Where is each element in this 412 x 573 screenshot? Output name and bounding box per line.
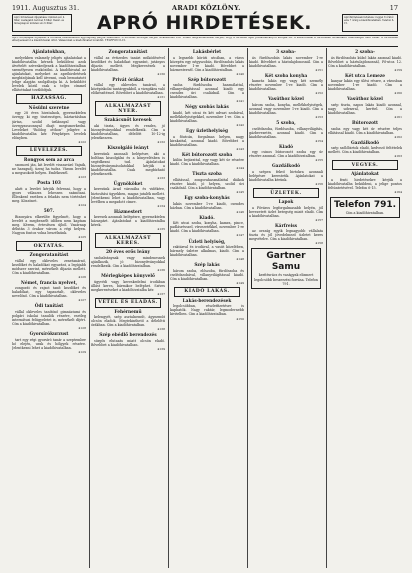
ad-number: 4154: [315, 138, 323, 143]
ad-text: ás fürdőszobás lakás november 1-re kiadó. Bővebbet a háztulajdonosnál. Cím a kiadóhivatalban.: [249, 55, 323, 68]
section-heading: ÜZLETEK.: [253, 188, 319, 198]
ad-heading: Házmestert: [114, 209, 142, 215]
ad-heading: Német, francia nyelvet,: [20, 280, 78, 286]
ad-text: raktárral és irodával, a vasút közelében, bármely üzletre alkalmas, kiadó. Cím a kiadóhivatalban.: [170, 245, 244, 258]
display-ad-title: Telefon 791.: [333, 200, 397, 211]
ad-heading: Posta 103: [37, 181, 61, 187]
ad-heading: Kiadó.: [199, 215, 215, 221]
ad-heading: 2 szoba-: [355, 50, 375, 55]
ad-text: kamrás lakás egy vagy két személy részére november 1-re kiadó. Cím a kiadóhivatalban.: [249, 79, 323, 92]
ad-number: 4127: [78, 298, 86, 303]
section-heading: VÉTEL ÉS ELADÁS.: [95, 298, 161, 308]
ad-heading: Szép ebédlő berendezés: [99, 333, 157, 339]
ad-text: melyekben valamely jeligés ajánlatokat a kiadóhivatalba kérnek beküldeni azok átvételét szíveskedjenek a kiadóhivatalban személyesen eszközölni. A kiadóhivatal az ajánlatokat, melyeket az apróhirdetések megbízójának kell átvenni, csak bemutatott jelige alapján szolgáltatja ki. A beküldött levelek közül csak a teljes címmel ellátottakat továbbítjuk.: [12, 55, 86, 92]
ad-number: 4125: [78, 234, 86, 239]
ad-number: 4137: [157, 291, 165, 296]
ad-text: a Főváros legforgalmasabb helyén, jól bevezetett üzlet betegség miatt eladó. Cím a kiadóhivatalban.: [249, 205, 323, 218]
ad-text: aki tiszta, ügyes és rendes, jó bizonyítványokkal rendelkezik. Cím a kiadóhivatalban, délelőtt 10-12-ig jelentkezzen.: [91, 123, 165, 141]
ad-text: ás fürdőszobás külső lakás azonnal kiadó. Bővebbet a háztulajdonosnál, Fő-utca 12. Cím a kiadóhivatalban.: [328, 55, 402, 68]
page-number: 17: [389, 4, 398, 12]
column-divider: [168, 48, 169, 568]
ad-heading: Kárfreiss: [274, 223, 298, 229]
ad-number: 4152: [315, 91, 323, 96]
column-divider: [326, 48, 327, 568]
ad-text: a főutcán, forgalmas helyen, nagy kirakattal, azonnal kiadó. Bővebbet a kiadóhivatalban.: [170, 134, 244, 147]
ad-heading: Gazdálkodó: [271, 164, 301, 170]
ad-heading: Lapok: [278, 200, 294, 206]
ad-number: 4144: [236, 166, 244, 171]
section-heading: VEGYES.: [332, 160, 398, 170]
ad-number: 4123: [78, 175, 86, 180]
ad-text: kanyar lakás egy ülési részre, a városban november 1-re kiadó. Cím a kiadóhivatalban.: [328, 79, 402, 92]
page-date: 1911. Augusztus 31.: [12, 4, 80, 12]
ad-heading: Két utca Lemeze: [344, 73, 386, 79]
column-3: [170, 48, 244, 568]
info-line: Apró hirdetések díjtételét a hirdetés beküldésével egyidejűleg kérjük beküldeni. A hirdetés szövegét kérjük olvashatóan írni. Vidéki megrendelőinket kérjük, hogy a hirdetés díját postautalványon küldjék be. A kiadóhivatal a hirdetések tartalmáért felelősséget nem vállal. A hirdetések elhelyezéséről a kiadóhivatal dönt. Válaszokat a kiadóhivatal továbbít. TELEFON 6-15.: [12, 37, 398, 42]
ad-heading: Négy szobás lakás: [185, 105, 229, 111]
ad-number: 4148: [236, 257, 244, 262]
ad-number: 4139: [157, 347, 165, 352]
ad-heading: 3 szoba-: [276, 50, 296, 55]
column-5: [328, 48, 402, 568]
masthead-right-box: Apróhirdetések felvétele: reggel 8 órától este 7 óráig a kiadóhivatalban. Telefon 6-15.: [342, 14, 398, 32]
ad-number: 4146: [236, 209, 244, 214]
ad-heading: Mérlegképes könyvelő: [101, 274, 155, 280]
ad-heading: Zongoratanítást: [108, 50, 148, 55]
ad-number: 4149: [236, 280, 244, 285]
ad-text: Bizonyára elkerülte figyelmét, hogy a levelét a megbeszélt időben nem kaptam meg. Kérem, értesítsen újból. Vasárnap délután 3 órakor várom a régi helyen. Nagyon fontos volna beszélnünk.: [12, 214, 86, 235]
ad-number: 4157: [315, 217, 323, 222]
column-divider: [89, 48, 90, 568]
ad-text: a fenti hirdetésekre kérjük a kiadóhivatalba beküldeni, a jelige pontos feltüntetésével. Telefon 6-15.: [328, 177, 402, 190]
display-ad: [330, 197, 400, 218]
ad-text: cselédszoba, fürdőszoba, villanyvilágítás, gázbevezetés, azonnal kiadó. Cím a kiadóhivatalban.: [249, 126, 323, 139]
ad-text: keresünk Arad városába és vidékére, biztosítási ügyekben, magas jutalék mellett. Jelentkezni lehet a kiadóhivatalban, vagy levélben a megadott címre.: [91, 187, 165, 204]
ad-heading: Kiadó: [278, 144, 294, 150]
ad-text: szomorú ján, kit levelét visszaváró Vajnik, ne haragudj, üzenj ha tudsz. Várom levelét a megszokott helyen. Emlékezzél.: [12, 163, 86, 176]
ad-heading: Bútorozott: [351, 121, 378, 127]
ad-text: vállal okleveles tanítónő gimnáziumi és polgári iskolai tanulók részére, esetleg internátusi felügyeletet is, mérsékelt díjért. Cím a kiadóhivatalban.: [12, 309, 86, 327]
ad-text: ellátással, zongorahasználattal diákok részére kiadó, jó helyen, szolid úri családnál. Cím a kiadóhivatalban.: [170, 177, 244, 191]
ad-number: 4153: [315, 115, 323, 120]
ad-text: szép tiszta, napos lakás kiadó azonnal, nagy udvarral, kerttel. Cím a kiadóhivatalban.: [328, 102, 402, 115]
ad-heading: Ajánlatokban,: [32, 50, 66, 55]
ad-heading: Egy szoba-konyhás: [184, 196, 230, 202]
ad-number: 4158: [315, 241, 323, 246]
display-ad-title: Gartner Samu: [266, 251, 306, 273]
ad-heading: Egy üzlethelyiség: [186, 129, 228, 135]
ad-number: 4150: [236, 316, 244, 321]
ad-heading: Szakácsnőt keresek: [104, 118, 152, 124]
ad-heading: Ajánlatokat: [351, 172, 379, 178]
ad-heading: Tiszta szoba: [192, 172, 222, 178]
display-ad-text: Cím a kiadóhivatalban.: [345, 211, 385, 216]
ad-text: a legszebb körúti utcában, a város közepén egy négyszobás, fürdőszobás lakás november 1-re kiadó. Bővebbet a házmesternél. Cím a kiadóhivatalban.: [170, 55, 244, 72]
ad-number: 4131: [157, 95, 165, 100]
masthead: [12, 14, 398, 34]
ad-text: ügyvédi vagy kereskedelmi irodában állást keres, bármikor beléphet. Szíves megkereséseket a kiadóhivatalba kér.: [91, 279, 165, 292]
ad-heading: Lakásbérlet: [192, 50, 222, 55]
ad-text: Két utcai szoba, konyha, kamra, pince, padlásrésszel, vízvezetékkel, november 1-re kiadó. Cím a kiadóhivatalban.: [170, 221, 244, 234]
ad-number: 4155: [315, 158, 323, 163]
masthead-left-box: Apró hirdetések díjszabása: minden szó 4 fillér, vastagabb betűvel 8 fillér. Vasár- és ünnepnapon minden szó 6 fillér.: [12, 14, 72, 32]
ad-number: 4140: [236, 71, 244, 76]
ad-heading: Ügynököket: [113, 181, 143, 187]
section-heading: ALKALMAZÁST KERES.: [95, 233, 161, 248]
ad-number: 4134: [157, 203, 165, 208]
ad-text: vállal egy okleveles tanárnő, a középiskolai tantárgyakból, a vizsgákra való előkészítéssel. Bővebbet a kiadóhivatalban.: [91, 83, 165, 96]
ad-number: 4124: [78, 203, 86, 208]
ad-number: 4145: [236, 190, 244, 195]
ad-text: szoba fürdőszoba használattal, villanyvilágítással azonnal kiadó egy csendes úri családnál. Cím a kiadóhivatalban.: [170, 83, 244, 100]
ad-number: 4151: [315, 67, 323, 72]
ad-heading: Kiszolgáló leányt: [107, 146, 149, 152]
ad-heading: 507.: [43, 209, 55, 215]
section-heading: HÁZASSÁG.: [16, 94, 82, 104]
section-heading: LEVELEZÉS.: [16, 146, 82, 156]
ad-text: keresünk azonnali belépésre, aki a boltban kiszolgálni és a könyvelésben is segédkezni tud. Ajánlatokat bizonyítványmásolatokkal kérjük a kiadóhivatalba. Csak megbízható jelentkezzék.: [91, 151, 165, 176]
ad-number: 4163: [394, 154, 402, 159]
ad-text: kelengyét, szép asztalneműt, ágyneműt olcsón eladok. Megtekinthető a délelőtti órákban. Cím a kiadóhivatalban.: [91, 315, 165, 328]
ad-number: 4129: [78, 349, 86, 354]
ad-number: 4142: [236, 123, 244, 128]
ad-heading: Üzleti helyiség,: [188, 239, 226, 245]
display-ad-text: kerítésrács és vaságyak elismert legolcsóbb beszerzési forrása. Telefon 791.: [254, 273, 318, 286]
ad-heading: 20 éves erős leány: [106, 250, 150, 256]
ad-heading: Szép lakás: [194, 263, 220, 269]
ad-text: a szépen fekvő birtokra azonnali belépésre kerestetik. Ajánlatokat a kiadóhivatalba kérünk.: [249, 169, 323, 182]
ad-heading: Nősülni szeretne: [28, 105, 70, 111]
ad-number: 4138: [157, 327, 165, 332]
ad-number: 4141: [236, 99, 244, 104]
ad-text: tart egy régi gyorsíró tanár a szeptember hó elején, urak és hölgyek részére. Jelentkezni lehet a kiadóhivatalban.: [12, 337, 86, 350]
ad-number: 4135: [157, 227, 165, 232]
ad-number: 4128: [78, 326, 86, 331]
ad-number: 4159: [394, 67, 402, 72]
section-heading: KIADÓ LAKÁS.: [174, 287, 240, 297]
ad-text: lakás november 1-re kiadó, csendes házban. Cím a kiadóhivatalban.: [170, 201, 244, 210]
ad-text: egy csinos bútorozott szoba egy úr részére azonnal. Cím a kiadóhivatalban.: [249, 150, 323, 159]
ad-heading: Két szoba konyha: [264, 73, 308, 79]
ad-heading: Vasúthoz közel: [268, 97, 304, 103]
column-4: [249, 48, 323, 568]
ad-heading: 5 szoba,: [276, 121, 296, 127]
ad-text: sürgős elutazás miatt olcsón eladó. Bővebbet a kiadóhivatalban.: [91, 338, 165, 348]
section-heading: ALKALMAZÁST NYER.: [95, 101, 161, 116]
newspaper-name: ARADI KÖZLÖNY.: [172, 4, 241, 12]
ad-text: az ország egyik legnagyobb vállalata tiszta és jól jövedelmező üzletet keres megvételre. Cím a kiadóhivatalban.: [249, 229, 323, 242]
ad-number: 4130: [157, 71, 165, 76]
ad-number: 4147: [236, 233, 244, 238]
ad-text: külön bejárattal, egy vagy két úr részére kiadó. Cím a kiadóhivatalban.: [170, 158, 244, 167]
display-ad: [251, 248, 321, 288]
ad-number: 4143: [236, 146, 244, 151]
ad-text: szoba egy vagy két úr részére teljes ellátással kiadó. Cím a kiadóhivatalban.: [328, 126, 402, 135]
column-2: [91, 48, 165, 568]
ad-heading: Lakás-berendezések: [182, 298, 232, 304]
ad-heading: Ódi tanítást: [34, 304, 64, 310]
ad-number: 4164: [394, 189, 402, 194]
column-divider: [247, 48, 248, 568]
ad-heading: Szép bútorozott: [187, 77, 227, 83]
ad-heading: Vasúthoz közel: [347, 97, 383, 103]
ad-heading: Rongyos sem az arca: [23, 157, 75, 163]
ad-text: vállal az évtizedes tanári működésével kezdőket és haladókat egyaránt, jutányos díjazás mellett. Megkeresések a kiadóhivatalban.: [91, 55, 165, 72]
ad-heading: Zongoratanítást: [29, 253, 69, 258]
ad-number: 4156: [315, 182, 323, 187]
ad-number: 4161: [394, 115, 402, 120]
info-rule: [12, 46, 398, 47]
ad-number: 4122: [78, 139, 86, 144]
ad-heading: Gyorsírókurzust: [29, 332, 69, 338]
ad-text: három szoba, konyha, mellékhelyiségek, azonnal vagy november 1-re kiadó. Cím a kiadóhivatalban.: [249, 102, 323, 115]
ad-text: egy 28 éves hivatalnok, gyermektelen özvegy, ki egy tisztességes, háztartásban jártas, szolid úrilánnyal vagy özvegyasszonnyal óhajt megismerkedni. Leveleket "Boldog otthon" jeligére a kiadóhivatalba kér. Fényképes levelek előnyben.: [12, 111, 86, 140]
ad-text: alatt a levelet kérjük felvenni, hogy a gyors válaszra lehessen számítani. Ellenkező esetben a feladás nem történhet meg. Köszönet.: [12, 186, 86, 204]
ad-number: 4133: [157, 175, 165, 180]
ad-number: 4132: [157, 140, 165, 145]
ad-text: zongorát és rajzot tanít kezdőket és haladókat, egy tapasztalt, okleveles nevelőnő. Cím a kiadóhivatalban.: [12, 286, 86, 299]
ad-heading: Két bútorozott szoba: [181, 152, 233, 158]
ad-number: 4136: [157, 268, 165, 273]
ad-number: 4160: [394, 91, 402, 96]
ad-text: keresek azonnali belépésre, gyermektelen házaspárt. Ajánlatokat a kiadóhivatalba kérek.: [91, 215, 165, 228]
ad-text: három szoba, előszoba, fürdőszoba és cselédszobával, villanyvilágítással kiadó. Cím a kiadóhivatalban.: [170, 268, 244, 281]
ad-heading: Privát órákat: [112, 77, 144, 83]
section-heading: OKTATÁS.: [16, 241, 82, 251]
ad-heading: Fehérnemű: [114, 309, 142, 315]
column-1: [12, 48, 86, 568]
ad-number: 4126: [78, 274, 86, 279]
ad-text: kiadó, két utcai és két udvari szobával, mellékhelyiségekkel, november 1-re. Cím a kiadóhivatalban.: [170, 110, 244, 124]
section-title: APRÓ HIRDETÉSEK.: [97, 12, 312, 34]
ad-number: 4162: [394, 134, 402, 139]
ad-heading: Gazdálkodó: [350, 140, 380, 146]
ad-text: szobaleánynak vagy mindenesnek ajánlkozik, jó bizonyítványokkal rendelkezik. Cím a kiadóhivatalban.: [91, 255, 165, 268]
top-rule: [12, 35, 398, 36]
ad-text: szép szőlőbirtok eladó, kedvező feltételek mellett. Cím a kiadóhivatalban.: [328, 146, 402, 155]
ad-text: legolcsóbban, részletfizetésre is kaphatók. Nagy raktár, legmodernebb kivitelben. Cím a kiadóhivatalban.: [170, 304, 244, 317]
ad-text: vállal egy okleveles zenetanárnő, kezdőket és haladókat egyaránt, a legújabb módszer szerint, mérsékelt díjazás mellett. Cím a kiadóhivatalban.: [12, 258, 86, 275]
